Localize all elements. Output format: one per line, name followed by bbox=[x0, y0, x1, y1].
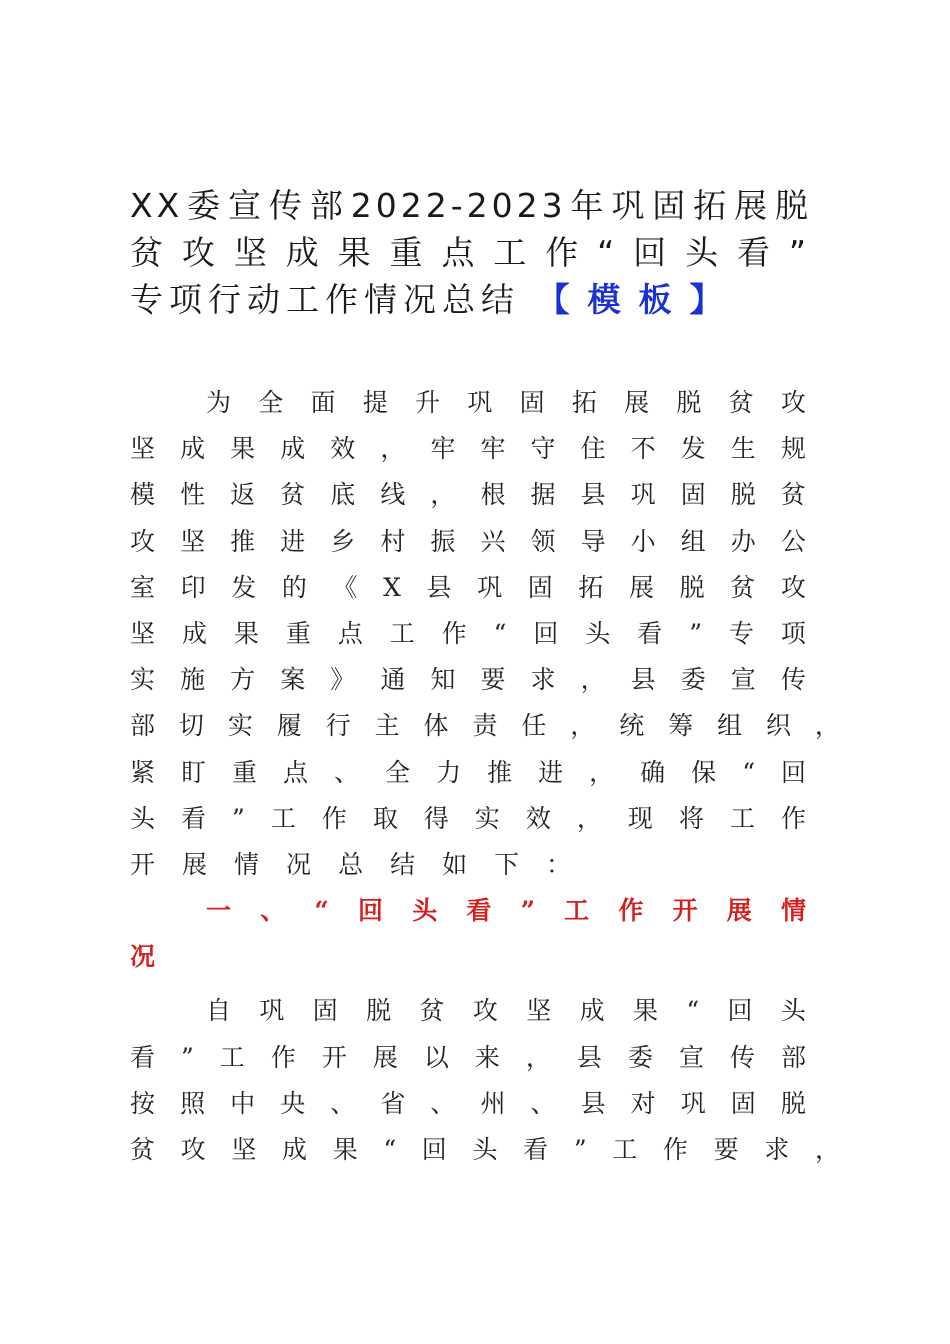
title-line-3 bbox=[130, 276, 812, 323]
intro-paragraph-line: 模 性 返 贫 底 线 ， 根 据 县 巩 固 脱 贫 bbox=[130, 480, 806, 510]
template-tag: 【模板】 bbox=[536, 280, 741, 319]
intro-paragraph-line: 部 切 实 履 行 主 体 责 任 ， 统 筹 组 织 ， bbox=[130, 711, 840, 741]
intro-paragraph-line: 坚 成 果 成 效 ， 牢 牢 守 住 不 发 生 规 bbox=[130, 434, 806, 464]
section-1-paragraph-line: 自 巩 固 脱 贫 攻 坚 成 果 “ 回 头 bbox=[206, 996, 806, 1026]
section-1-paragraph-line: 按 照 中 央 、 省 、 州 、 县 对 巩 固 脱 bbox=[130, 1088, 806, 1118]
intro-paragraph-line: 坚 成 果 重 点 工 作 “ 回 头 看 ” 专 项 bbox=[130, 618, 806, 648]
title-line-1: XX委宣传部2022-2023年巩固拓展脱 bbox=[130, 186, 812, 225]
intro-paragraph-line: 实 施 方 案 》 通 知 要 求 ， 县 委 宣 传 bbox=[130, 665, 806, 695]
intro-paragraph-line: 室 印 发 的 《 X 县 巩 固 拓 展 脱 贫 攻 bbox=[130, 572, 806, 602]
intro-paragraph-line: 为 全 面 提 升 巩 固 拓 展 脱 贫 攻 bbox=[206, 388, 806, 417]
section-heading-line: 一 、 “ 回 头 看 ” 工 作 开 展 情 bbox=[206, 896, 806, 926]
intro-paragraph-line: 头 看 ” 工 作 取 得 实 效 ， 现 将 工 作 bbox=[130, 803, 806, 833]
intro-paragraph-line: 紧 盯 重 点 、 全 力 推 进 ， 确 保 “ 回 bbox=[130, 757, 806, 787]
section-1-paragraph bbox=[130, 988, 850, 1173]
section-heading-line: 况 bbox=[130, 942, 156, 972]
intro-paragraph bbox=[130, 380, 850, 888]
title-line-3-text: 专项行动工作情况总结 bbox=[130, 280, 520, 319]
document-title bbox=[130, 182, 812, 323]
section-1-paragraph-line: 看 ” 工 作 开 展 以 来 ， 县 委 宣 传 部 bbox=[130, 1042, 806, 1072]
section-1-paragraph-line: 贫 攻 坚 成 果 “ 回 头 看 ” 工 作 要 求 ， bbox=[130, 1135, 840, 1164]
intro-paragraph-line: 攻 坚 推 进 乡 村 振 兴 领 导 小 组 办 公 bbox=[130, 526, 806, 556]
document-body bbox=[130, 380, 850, 1173]
intro-paragraph-line: 开 展 情 况 总 结 如 下 ： bbox=[130, 849, 572, 879]
title-line-2: 贫攻坚成果重点工作“回头看” bbox=[130, 233, 812, 272]
section-heading-1 bbox=[130, 888, 850, 980]
